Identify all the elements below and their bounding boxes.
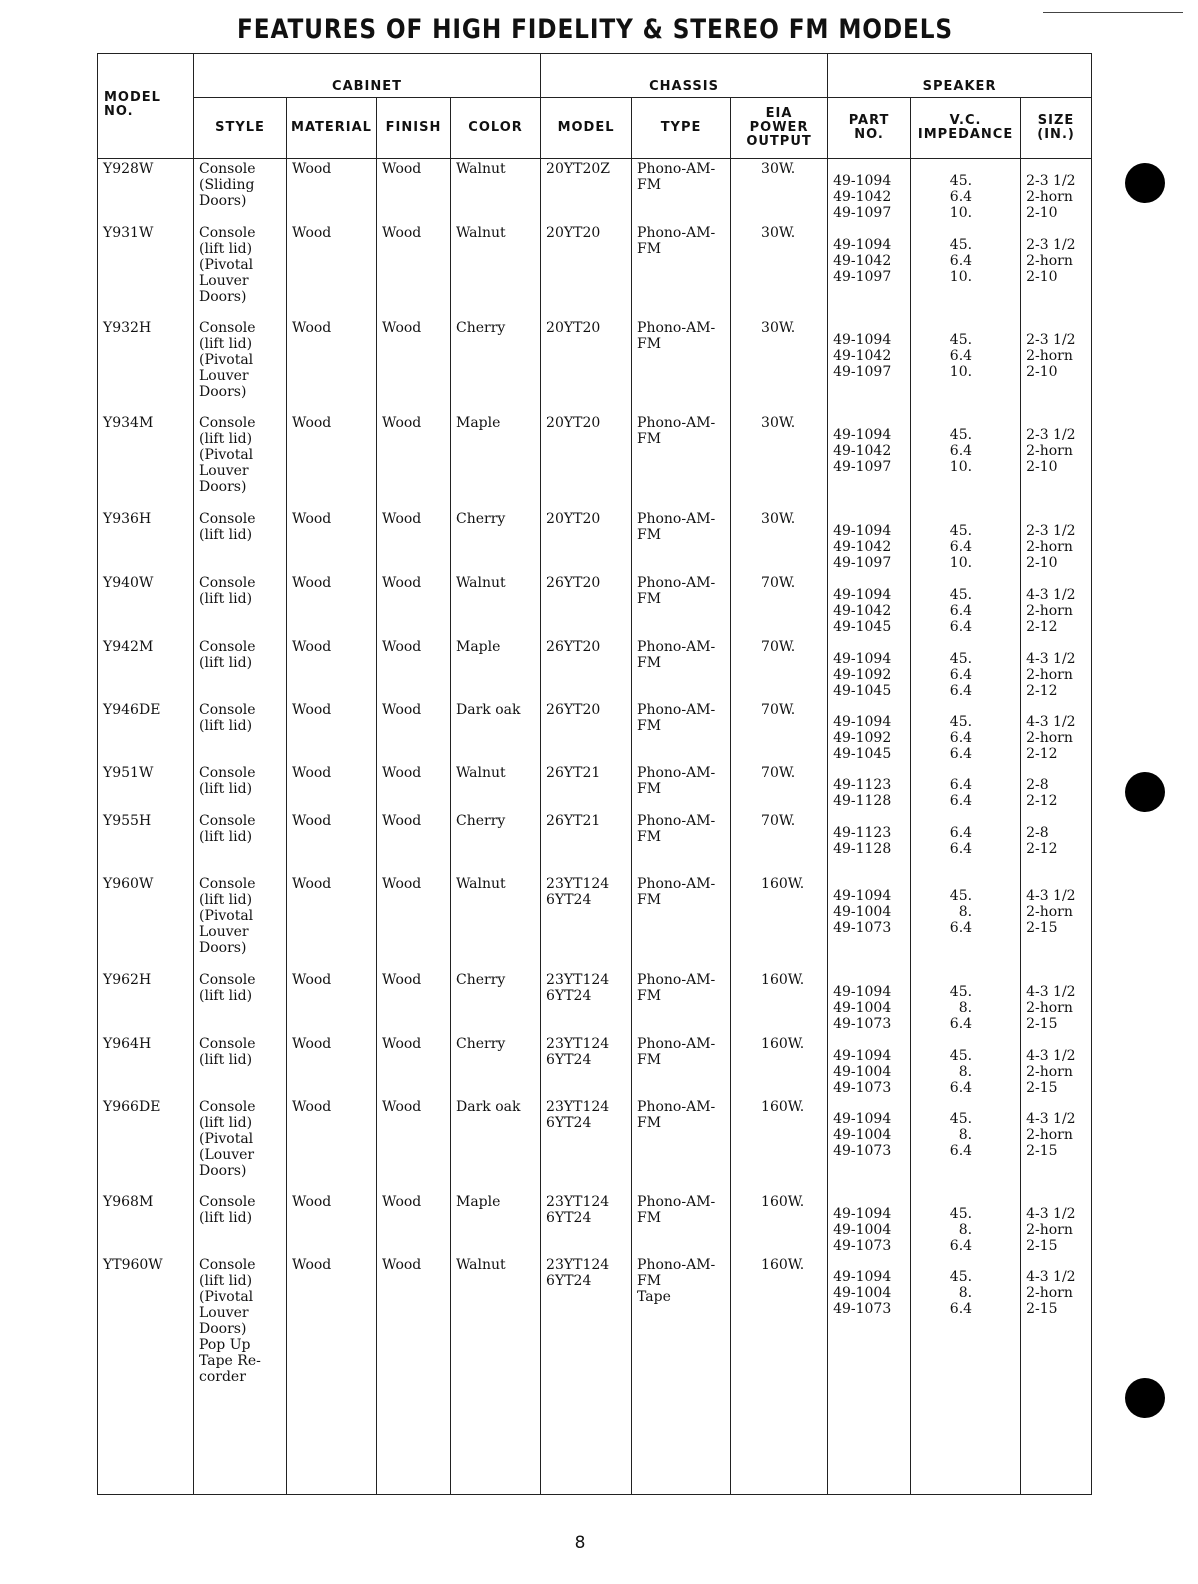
cell-finish: Wood	[377, 318, 451, 413]
cell-chassis-model: 26YT21	[541, 763, 632, 811]
header-power-output: EIA POWER OUTPUT	[731, 98, 828, 159]
cell-part-no: 49-1094 49-1042 49-1097	[828, 159, 911, 223]
table-row	[98, 874, 1092, 970]
cell-type: Phono-AM-FM	[632, 700, 731, 763]
cell-impedance: 45. 6.4 10.	[911, 413, 1021, 509]
header-speaker: SPEAKER	[828, 54, 1092, 98]
cell-style: Console (Sliding Doors)	[194, 159, 287, 223]
cell-part-no: 49-1094 49-1042 49-1045	[828, 573, 911, 637]
header-sub-row	[98, 98, 1092, 159]
cell-style: Console (lift lid)	[194, 763, 287, 811]
cell-color: Cherry	[451, 811, 541, 874]
cell-color: Maple	[451, 637, 541, 700]
cell-finish: Wood	[377, 700, 451, 763]
cell-color: Walnut	[451, 763, 541, 811]
cell-material: Wood	[287, 811, 377, 874]
cell-chassis-model: 20YT20Z	[541, 159, 632, 223]
cell-type: Phono-AM-FM	[632, 318, 731, 413]
cell-style: Console (lift lid) (Pivotal Louver Doors) Pop Up Tape Re- corder	[194, 1255, 287, 1495]
cell-impedance: 45. 6.4 10.	[911, 159, 1021, 223]
cell-type: Phono-AM-FM	[632, 1192, 731, 1255]
cell-material: Wood	[287, 159, 377, 223]
table-row	[98, 413, 1092, 509]
cell-chassis-model: 23YT124 6YT24	[541, 970, 632, 1034]
cell-size: 4-3 1/2 2-horn 2-12	[1021, 573, 1092, 637]
cell-model-no: Y964H	[98, 1034, 194, 1097]
cell-material: Wood	[287, 1255, 377, 1495]
cell-size: 2-3 1/2 2-horn 2-10	[1021, 223, 1092, 318]
cell-type: Phono-AM-FM	[632, 573, 731, 637]
cell-part-no: 49-1094 49-1042 49-1097	[828, 318, 911, 413]
cell-size: 2-8 2-12	[1021, 811, 1092, 874]
cell-material: Wood	[287, 1192, 377, 1255]
cell-material: Wood	[287, 318, 377, 413]
cell-part-no: 49-1094 49-1042 49-1097	[828, 413, 911, 509]
cell-model-no: Y932H	[98, 318, 194, 413]
cell-style: Console (lift lid)	[194, 700, 287, 763]
cell-chassis-model: 20YT20	[541, 318, 632, 413]
cell-style: Console (lift lid)	[194, 573, 287, 637]
cell-power-output: 70W.	[731, 763, 828, 811]
cell-power-output: 70W.	[731, 573, 828, 637]
cell-power-output: 160W.	[731, 1097, 828, 1192]
cell-size: 4-3 1/2 2-horn 2-15	[1021, 1192, 1092, 1255]
cell-power-output: 160W.	[731, 874, 828, 970]
cell-power-output: 70W.	[731, 811, 828, 874]
cell-material: Wood	[287, 1034, 377, 1097]
cell-size: 2-3 1/2 2-horn 2-10	[1021, 413, 1092, 509]
cell-power-output: 70W.	[731, 637, 828, 700]
cell-type: Phono-AM-FM	[632, 413, 731, 509]
cell-impedance: 45. 6.4 10.	[911, 509, 1021, 573]
cell-chassis-model: 23YT124 6YT24	[541, 1255, 632, 1495]
cell-power-output: 160W.	[731, 1034, 828, 1097]
cell-part-no: 49-1094 49-1092 49-1045	[828, 637, 911, 700]
cell-chassis-model: 20YT20	[541, 509, 632, 573]
table-row	[98, 637, 1092, 700]
cell-type: Phono-AM-FM	[632, 970, 731, 1034]
cell-model-no: Y955H	[98, 811, 194, 874]
cell-type: Phono-AM-FM	[632, 509, 731, 573]
cell-power-output: 30W.	[731, 223, 828, 318]
cell-power-output: 160W.	[731, 1192, 828, 1255]
cell-finish: Wood	[377, 637, 451, 700]
cell-material: Wood	[287, 763, 377, 811]
cell-model-no: Y962H	[98, 970, 194, 1034]
cell-style: Console (lift lid)	[194, 970, 287, 1034]
cell-power-output: 30W.	[731, 509, 828, 573]
cell-size: 4-3 1/2 2-horn 2-15	[1021, 1097, 1092, 1192]
cell-color: Walnut	[451, 874, 541, 970]
cell-color: Cherry	[451, 1034, 541, 1097]
cell-model-no: Y928W	[98, 159, 194, 223]
cell-size: 4-3 1/2 2-horn 2-15	[1021, 970, 1092, 1034]
cell-finish: Wood	[377, 413, 451, 509]
cell-color: Dark oak	[451, 700, 541, 763]
cell-part-no: 49-1094 49-1004 49-1073	[828, 1192, 911, 1255]
cell-chassis-model: 23YT124 6YT24	[541, 1192, 632, 1255]
header-type: TYPE	[632, 98, 731, 159]
cell-material: Wood	[287, 874, 377, 970]
cell-impedance: 45. 8. 6.4	[911, 970, 1021, 1034]
cell-model-no: Y966DE	[98, 1097, 194, 1192]
cell-part-no: 49-1094 49-1004 49-1073	[828, 1255, 911, 1495]
cell-chassis-model: 26YT20	[541, 637, 632, 700]
cell-part-no: 49-1094 49-1092 49-1045	[828, 700, 911, 763]
cell-material: Wood	[287, 1097, 377, 1192]
cell-type: Phono-AM-FM Tape	[632, 1255, 731, 1495]
cell-color: Cherry	[451, 970, 541, 1034]
table-row	[98, 970, 1092, 1034]
cell-part-no: 49-1094 49-1004 49-1073	[828, 1034, 911, 1097]
cell-chassis-model: 20YT20	[541, 413, 632, 509]
table-row	[98, 1192, 1092, 1255]
header-finish: FINISH	[377, 98, 451, 159]
table-row	[98, 763, 1092, 811]
cell-style: Console (lift lid) (Pivotal Louver Doors)	[194, 223, 287, 318]
cell-model-no: Y968M	[98, 1192, 194, 1255]
cell-material: Wood	[287, 413, 377, 509]
header-cabinet: CABINET	[194, 54, 541, 98]
cell-style: Console (lift lid)	[194, 1192, 287, 1255]
features-table	[97, 53, 1092, 1495]
cell-color: Walnut	[451, 223, 541, 318]
page-title: FEATURES OF HIGH FIDELITY & STEREO FM MODELS	[236, 14, 954, 45]
cell-part-no: 49-1094 49-1042 49-1097	[828, 509, 911, 573]
cell-type: Phono-AM-FM	[632, 763, 731, 811]
cell-chassis-model: 23YT124 6YT24	[541, 874, 632, 970]
cell-model-no: Y940W	[98, 573, 194, 637]
page-number: 8	[574, 1533, 586, 1553]
cell-impedance: 45. 8. 6.4	[911, 874, 1021, 970]
cell-chassis-model: 23YT124 6YT24	[541, 1034, 632, 1097]
cell-part-no: 49-1094 49-1004 49-1073	[828, 1097, 911, 1192]
cell-type: Phono-AM-FM	[632, 159, 731, 223]
cell-finish: Wood	[377, 509, 451, 573]
cell-model-no: Y934M	[98, 413, 194, 509]
header-impedance: V.C. IMPEDANCE	[911, 98, 1021, 159]
table-row	[98, 1097, 1092, 1192]
cell-impedance: 45. 6.4 6.4	[911, 700, 1021, 763]
cell-chassis-model: 26YT21	[541, 811, 632, 874]
cell-material: Wood	[287, 223, 377, 318]
cell-power-output: 30W.	[731, 413, 828, 509]
cell-chassis-model: 26YT20	[541, 700, 632, 763]
cell-type: Phono-AM-FM	[632, 874, 731, 970]
cell-size: 2-3 1/2 2-horn 2-10	[1021, 509, 1092, 573]
cell-finish: Wood	[377, 1034, 451, 1097]
cell-type: Phono-AM-FM	[632, 637, 731, 700]
cell-chassis-model: 26YT20	[541, 573, 632, 637]
cell-part-no: 49-1123 49-1128	[828, 763, 911, 811]
cell-finish: Wood	[377, 763, 451, 811]
cell-model-no: Y931W	[98, 223, 194, 318]
cell-finish: Wood	[377, 1255, 451, 1495]
cell-power-output: 160W.	[731, 1255, 828, 1495]
cell-color: Walnut	[451, 1255, 541, 1495]
cell-color: Maple	[451, 413, 541, 509]
cell-material: Wood	[287, 573, 377, 637]
cell-size: 2-3 1/2 2-horn 2-10	[1021, 318, 1092, 413]
table-row	[98, 1255, 1092, 1495]
cell-style: Console (lift lid)	[194, 509, 287, 573]
cell-model-no: Y960W	[98, 874, 194, 970]
cell-style: Console (lift lid)	[194, 811, 287, 874]
cell-type: Phono-AM-FM	[632, 1097, 731, 1192]
cell-impedance: 45. 6.4 10.	[911, 318, 1021, 413]
cell-part-no: 49-1094 49-1004 49-1073	[828, 970, 911, 1034]
cell-finish: Wood	[377, 1192, 451, 1255]
cell-size: 2-8 2-12	[1021, 763, 1092, 811]
cell-model-no: Y946DE	[98, 700, 194, 763]
table-row	[98, 700, 1092, 763]
table-row	[98, 509, 1092, 573]
table-row	[98, 1034, 1092, 1097]
cell-impedance: 45. 6.4 6.4	[911, 637, 1021, 700]
cell-finish: Wood	[377, 223, 451, 318]
top-rule	[1043, 12, 1183, 13]
header-group-row	[98, 54, 1092, 98]
cell-impedance: 6.4 6.4	[911, 811, 1021, 874]
header-chassis: CHASSIS	[541, 54, 828, 98]
header-material: MATERIAL	[287, 98, 377, 159]
cell-style: Console (lift lid) (Pivotal Louver Doors)	[194, 318, 287, 413]
cell-material: Wood	[287, 700, 377, 763]
header-model-no: MODEL NO.	[98, 54, 194, 159]
cell-color: Walnut	[451, 573, 541, 637]
cell-size: 2-3 1/2 2-horn 2-10	[1021, 159, 1092, 223]
header-style: STYLE	[194, 98, 287, 159]
cell-impedance: 45. 8. 6.4	[911, 1097, 1021, 1192]
table-row	[98, 223, 1092, 318]
table-body	[98, 159, 1092, 1495]
cell-size: 4-3 1/2 2-horn 2-15	[1021, 874, 1092, 970]
cell-color: Maple	[451, 1192, 541, 1255]
cell-finish: Wood	[377, 1097, 451, 1192]
cell-model-no: Y936H	[98, 509, 194, 573]
cell-material: Wood	[287, 509, 377, 573]
cell-size: 4-3 1/2 2-horn 2-15	[1021, 1255, 1092, 1495]
table-row	[98, 811, 1092, 874]
cell-color: Cherry	[451, 509, 541, 573]
cell-model-no: YT960W	[98, 1255, 194, 1495]
cell-finish: Wood	[377, 573, 451, 637]
cell-style: Console (lift lid) (Pivotal Louver Doors)	[194, 413, 287, 509]
cell-size: 4-3 1/2 2-horn 2-15	[1021, 1034, 1092, 1097]
cell-material: Wood	[287, 970, 377, 1034]
cell-power-output: 30W.	[731, 318, 828, 413]
punch-hole	[1125, 163, 1165, 203]
cell-finish: Wood	[377, 874, 451, 970]
cell-power-output: 30W.	[731, 159, 828, 223]
cell-color: Dark oak	[451, 1097, 541, 1192]
cell-style: Console (lift lid) (Pivotal (Louver Doors)	[194, 1097, 287, 1192]
cell-color: Cherry	[451, 318, 541, 413]
cell-type: Phono-AM-FM	[632, 223, 731, 318]
header-size: SIZE (IN.)	[1021, 98, 1092, 159]
cell-power-output: 70W.	[731, 700, 828, 763]
cell-part-no: 49-1123 49-1128	[828, 811, 911, 874]
cell-impedance: 45. 6.4 10.	[911, 223, 1021, 318]
table-row	[98, 318, 1092, 413]
cell-impedance: 45. 8. 6.4	[911, 1192, 1021, 1255]
table-row	[98, 159, 1092, 223]
cell-style: Console (lift lid)	[194, 637, 287, 700]
cell-type: Phono-AM-FM	[632, 1034, 731, 1097]
cell-finish: Wood	[377, 970, 451, 1034]
cell-material: Wood	[287, 637, 377, 700]
cell-chassis-model: 20YT20	[541, 223, 632, 318]
cell-type: Phono-AM-FM	[632, 811, 731, 874]
cell-part-no: 49-1094 49-1042 49-1097	[828, 223, 911, 318]
punch-hole	[1125, 1378, 1165, 1418]
header-color: COLOR	[451, 98, 541, 159]
cell-style: Console (lift lid)	[194, 1034, 287, 1097]
cell-chassis-model: 23YT124 6YT24	[541, 1097, 632, 1192]
cell-model-no: Y951W	[98, 763, 194, 811]
cell-color: Walnut	[451, 159, 541, 223]
cell-style: Console (lift lid) (Pivotal Louver Doors)	[194, 874, 287, 970]
cell-impedance: 45. 8. 6.4	[911, 1034, 1021, 1097]
cell-impedance: 6.4 6.4	[911, 763, 1021, 811]
cell-part-no: 49-1094 49-1004 49-1073	[828, 874, 911, 970]
table-row	[98, 573, 1092, 637]
header-part-no: PART NO.	[828, 98, 911, 159]
cell-impedance: 45. 8. 6.4	[911, 1255, 1021, 1495]
cell-impedance: 45. 6.4 6.4	[911, 573, 1021, 637]
cell-model-no: Y942M	[98, 637, 194, 700]
punch-hole	[1125, 772, 1165, 812]
cell-power-output: 160W.	[731, 970, 828, 1034]
cell-size: 4-3 1/2 2-horn 2-12	[1021, 700, 1092, 763]
cell-finish: Wood	[377, 811, 451, 874]
header-chassis-model: MODEL	[541, 98, 632, 159]
cell-size: 4-3 1/2 2-horn 2-12	[1021, 637, 1092, 700]
cell-finish: Wood	[377, 159, 451, 223]
